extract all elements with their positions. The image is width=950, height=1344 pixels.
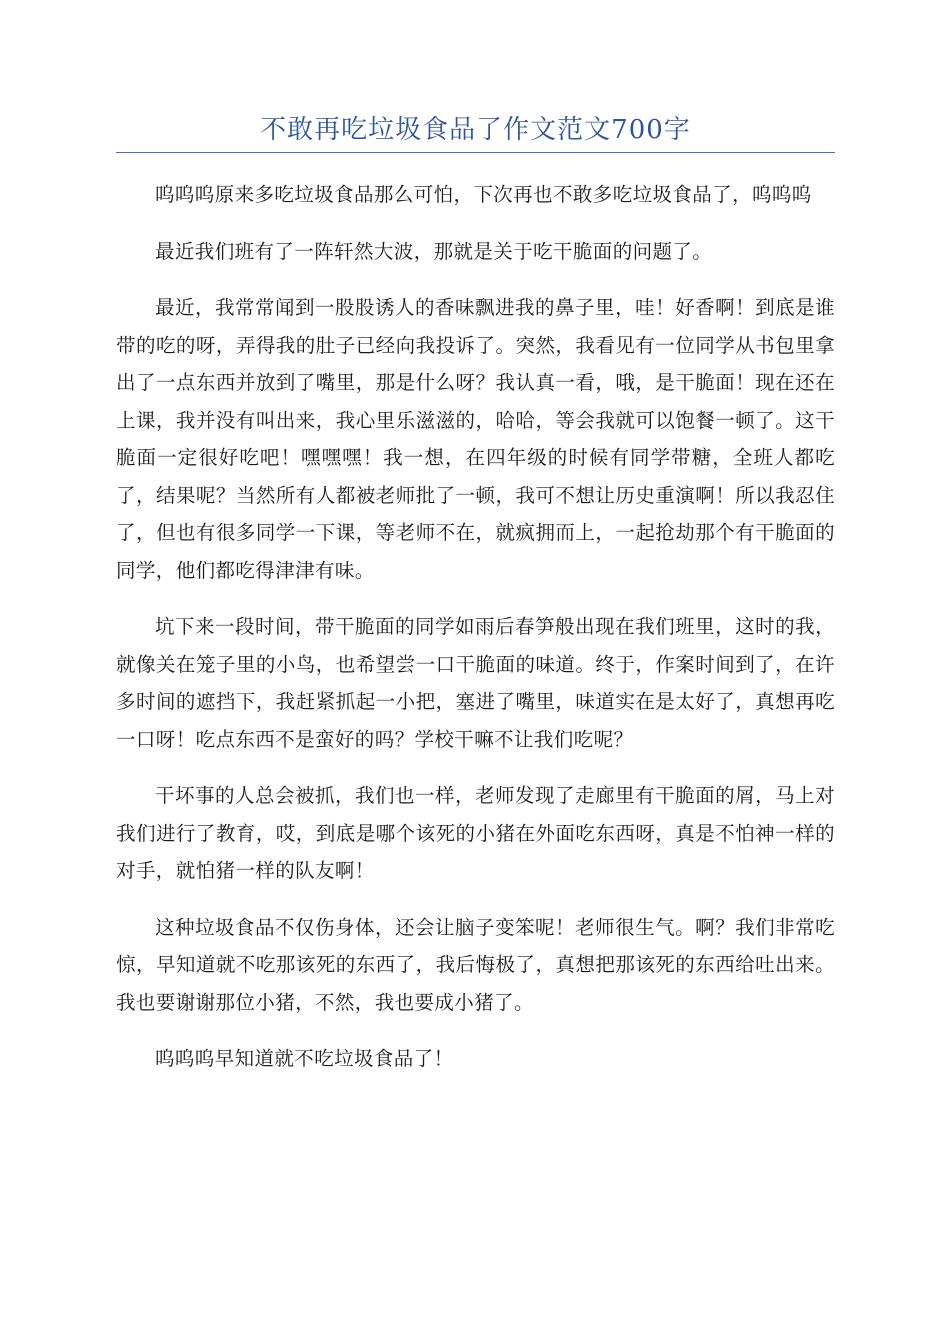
document-title: 不敢再吃垃圾食品了作文范文700字	[260, 115, 691, 145]
paragraph-5: 干坏事的人总会被抓，我们也一样，老师发现了走廊里有干脆面的屑，马上对我们进行了教育，哎，到底是哪个该死的小猪在外面吃东西呀，真是不怕神一样的对手，就怕猪一样的队友啊！	[116, 784, 835, 882]
paragraph-6: 这种垃圾食品不仅伤身体，还会让脑子变笨呢！老师很生气。啊？我们非常吃惊，早知道就不吃那该死的东西了，我后悔极了，真想把那该死的东西给吐出来。我也要谢谢那位小猪，不然，我也要成小猪了。	[116, 915, 835, 1014]
paragraph-1: 呜呜呜原来多吃垃圾食品那么可怕，下次再也不敢多吃垃圾食品了，呜呜呜	[155, 183, 812, 206]
paragraph-3: 最近，我常常闻到一股股诱人的香味飘进我的鼻子里，哇！好香啊！到底是谁带的吃的呀，弄得我的肚子已经向我投诉了。突然，我看见有一位同学从书包里拿出了一点东西并放到了嘴里，那是什么呀？我认真一看，哦，是干脆面！现在还在上课，我并没有叫出来，我心里乐滋滋的，哈哈，等会我就可以饱餐一顿了。这干脆面一定很好吃吧！嘿嘿嘿！我一想，在四年级的时候有同学带糖，全班人都吃了，结果呢？当然所有人都被老师批了一顿，我可不想让历史重演啊！所以我忍住了，但也有很多同学一下课，等老师不在，就疯拥而上，一起抢劫那个有干脆面的同学，他们都吃得津津有味。	[116, 296, 835, 582]
paragraph-2: 最近我们班有了一阵轩然大波，那就是关于吃干脆面的问题了。	[155, 239, 713, 263]
paragraph-7: 呜呜呜早知道就不吃垃圾食品了！	[155, 1047, 454, 1070]
document-body	[116, 176, 835, 1097]
title-block	[116, 112, 835, 153]
paragraph-4: 坑下来一段时间，带干脆面的同学如雨后春笋般出现在我们班里，这时的我，就像关在笼子里的小鸟，也希望尝一口干脆面的味道。终于，作案时间到了，在许多时间的遮挡下，我赶紧抓起一小把，塞进了嘴里，味道实在是太好了，真想再吃一口呀！吃点东西不是蛮好的吗？学校干嘛不让我们吃呢？	[116, 615, 835, 751]
